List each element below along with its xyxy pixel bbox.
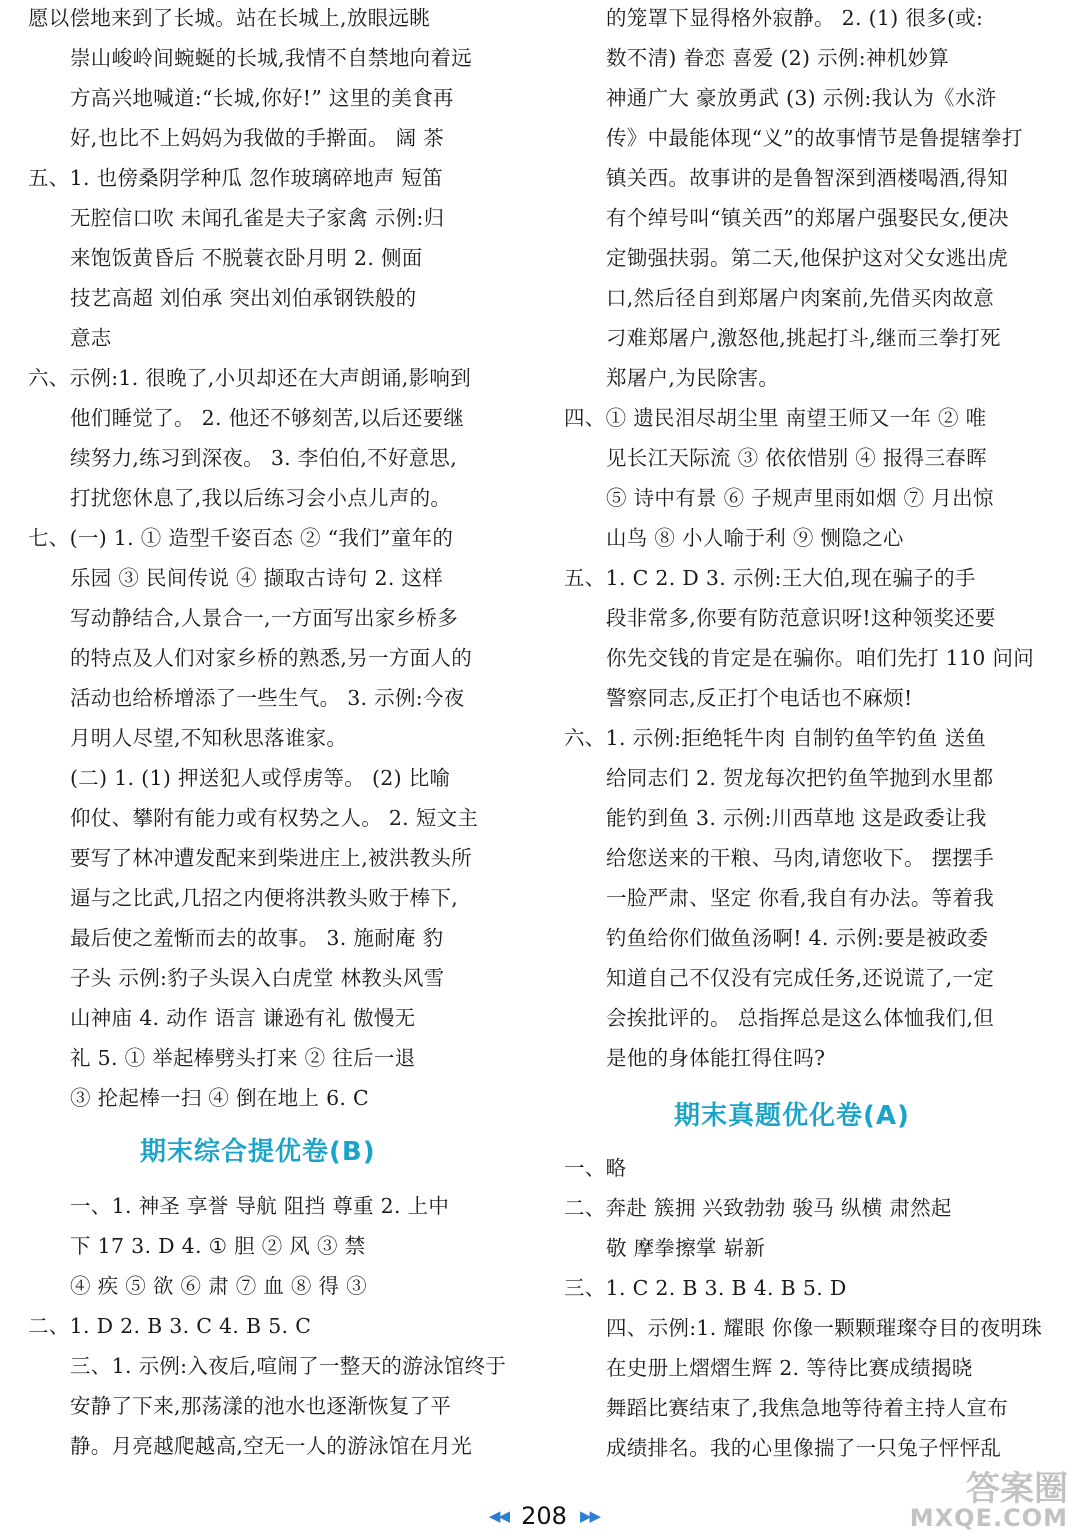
answer-line: 警察同志,反正打个电话也不麻烦! [606, 686, 913, 710]
answer-line: 钓鱼给你们做鱼汤啊! 4. 示例:要是被政委 [606, 926, 989, 950]
answer-line: 知道自己不仅没有完成任务,还说谎了,一定 [606, 966, 995, 990]
answer-line: 敬 摩拳擦掌 崭新 [606, 1236, 766, 1260]
answer-line: 三、1. 示例:入夜后,喧闹了一整天的游泳馆终于 [70, 1354, 507, 1378]
answer-line: 意志 [70, 326, 112, 350]
answer-line: 定锄强扶弱。第二天,他保护这对父女逃出虎 [606, 246, 1009, 270]
answer-line: 镇关西。故事讲的是鲁智深到酒楼喝酒,得知 [606, 166, 1009, 190]
prev-arrow-icon: ◀◀ [488, 1507, 508, 1525]
answer-line: 安静了下来,那荡漾的池水也逐渐恢复了平 [70, 1394, 452, 1418]
answer-line: 给同志们 2. 贺龙每次把钓鱼竿抛到水里都 [606, 766, 994, 790]
answer-line: 五、1. 也傍桑阴学种瓜 忽作玻璃碎地声 短笛 [28, 166, 444, 190]
answer-line: ③ 抡起棒一扫 ④ 倒在地上 6. C [70, 1086, 370, 1110]
answer-line: 你先交钱的肯定是在骗你。咱们先打 110 问问 [606, 646, 1035, 670]
answer-line: 最后使之羞惭而去的故事。 3. 施耐庵 豹 [70, 926, 444, 950]
answer-line: 崇山峻岭间蜿蜒的长城,我情不自禁地向着远 [70, 46, 473, 70]
answer-line: 他们睡觉了。 2. 他还不够刻苦,以后还要继 [70, 406, 465, 430]
answer-line: 静。月亮越爬越高,空无一人的游泳馆在月光 [70, 1434, 473, 1458]
answer-line: 山神庙 4. 动作 语言 谦逊有礼 傲慢无 [70, 1006, 416, 1030]
section-heading: 期末真题优化卷(A) [674, 1101, 910, 1131]
answer-line: 写动静结合,人景合一,一方面写出家乡桥多 [70, 606, 459, 630]
answer-line: 四、① 遗民泪尽胡尘里 南望王师又一年 ② 唯 [564, 406, 987, 430]
answer-line: 三、1. C 2. B 3. B 4. B 5. D [564, 1276, 847, 1300]
answer-line: 二、奔赴 簇拥 兴致勃勃 骏马 纵横 肃然起 [564, 1196, 952, 1220]
watermark-logo [909, 1469, 1068, 1532]
answer-line: 的笼罩下显得格外寂静。 2. (1) 很多(或: [606, 6, 984, 30]
answer-line: 四、示例:1. 耀眼 你像一颗颗璀璨夺目的夜明珠 [606, 1316, 1043, 1340]
answer-line: 能钓到鱼 3. 示例:川西草地 这是政委让我 [606, 806, 987, 830]
watermark-text: 答案圈 [966, 1469, 1068, 1509]
answer-line: 数不清) 眷恋 喜爱 (2) 示例:神机妙算 [606, 46, 950, 70]
answer-line: 乐园 ③ 民间传说 ④ 撷取古诗句 2. 这样 [70, 566, 444, 590]
answer-line: 刁难郑屠户,激怒他,挑起打斗,继而三拳打死 [606, 326, 1001, 350]
answer-line: 月明人尽望,不知秋思落谁家。 [70, 726, 348, 750]
answer-line: 会挨批评的。 总指挥总是这么体恤我们,但 [606, 1006, 995, 1030]
answer-line: 无腔信口吹 未闻孔雀是夫子家禽 示例:归 [70, 206, 445, 230]
answer-line: 一、1. 神圣 享誉 导航 阻挡 尊重 2. 上中 [70, 1194, 450, 1218]
answer-line: 六、示例:1. 很晚了,小贝却还在大声朗诵,影响到 [28, 366, 472, 390]
answer-line: 要写了林冲遭发配来到柴进庄上,被洪教头所 [70, 846, 473, 870]
answer-line: 一脸严肃、坚定 你看,我自有办法。等着我 [606, 886, 995, 910]
page-number: 208 [521, 1502, 567, 1530]
answer-line: 逼与之比武,几招之内便将洪教头败于棒下, [70, 886, 459, 910]
answer-line: 技艺高超 刘伯承 突出刘伯承钢铁般的 [70, 286, 417, 310]
answer-line: 山鸟 ⑧ 小人喻于利 ⑨ 恻隐之心 [606, 526, 904, 550]
answer-line: 打扰您休息了,我以后练习会小点儿声的。 [70, 486, 452, 510]
watermark-url: MXQE.COM [909, 1504, 1068, 1532]
answer-line: 五、1. C 2. D 3. 示例:王大伯,现在骗子的手 [564, 566, 976, 590]
answer-line: 二、1. D 2. B 3. C 4. B 5. C [28, 1314, 312, 1338]
answer-line: 一、略 [564, 1156, 627, 1180]
answer-line: ⑤ 诗中有景 ⑥ 子规声里雨如烟 ⑦ 月出惊 [606, 486, 994, 510]
answer-line: 礼 5. ① 举起棒劈头打来 ② 往后一退 [70, 1046, 416, 1070]
answer-line: 郑屠户,为民除害。 [606, 366, 780, 390]
next-arrow-icon: ▶▶ [580, 1507, 600, 1525]
answer-line: 在史册上熠熠生辉 2. 等待比赛成绩揭晓 [606, 1356, 973, 1380]
answer-line: 神通广大 豪放勇武 (3) 示例:我认为《水浒 [606, 86, 997, 110]
answer-line: 有个绰号叫“镇关西”的郑屠户强娶民女,便决 [606, 206, 1009, 230]
answer-line: 成绩排名。我的心里像揣了一只兔子怦怦乱 [606, 1436, 1002, 1460]
answer-line: 舞蹈比赛结束了,我焦急地等待着主持人宣布 [606, 1396, 1009, 1420]
answer-line: 口,然后径自到郑屠户肉案前,先借买肉故意 [606, 286, 995, 310]
answer-line: 仰仗、攀附有能力或有权势之人。 2. 短文主 [70, 806, 479, 830]
answer-line: 段非常多,你要有防范意识呀!这种领奖还要 [606, 606, 996, 630]
answer-line: 续努力,练习到深夜。 3. 李伯伯,不好意思, [70, 446, 458, 470]
answer-line: 的特点及人们对家乡桥的熟悉,另一方面人的 [70, 646, 473, 670]
answer-line: 七、(一) 1. ① 造型千姿百态 ② “我们”童年的 [28, 526, 454, 550]
answer-line: 是他的身体能扛得住吗? [606, 1046, 826, 1070]
answer-line: ④ 疾 ⑤ 欲 ⑥ 肃 ⑦ 血 ⑧ 得 ③ [70, 1274, 367, 1298]
answer-line: 来饱饭黄昏后 不脱蓑衣卧月明 2. 侧面 [70, 246, 423, 270]
answer-line: 愿以偿地来到了长城。站在长城上,放眼远眺 [28, 6, 431, 30]
answer-line: 方高兴地喊道:“长城,你好!” 这里的美食再 [70, 86, 454, 110]
answer-line: (二) 1. (1) 押送犯人或俘虏等。 (2) 比喻 [70, 766, 451, 790]
answer-line: 子头 示例:豹子头误入白虎堂 林教头风雪 [70, 966, 445, 990]
answer-line: 活动也给桥增添了一些生气。 3. 示例:今夜 [70, 686, 465, 710]
answer-line: 给您送来的干粮、马肉,请您收下。 摆摆手 [606, 846, 995, 870]
section-heading: 期末综合提优卷(B) [140, 1137, 376, 1167]
answer-line: 好,也比不上妈妈为我做的手擀面。 阔 茶 [70, 126, 445, 150]
answer-line: 见长江天际流 ③ 依依惜别 ④ 报得三春晖 [606, 446, 987, 470]
answer-line: 传》中最能体现“义”的故事情节是鲁提辖拳打 [606, 126, 1023, 150]
answer-line: 六、1. 示例:拒绝牦牛肉 自制钓鱼竿钓鱼 送鱼 [564, 726, 987, 750]
answer-line: 下 17 3. D 4. ① 胆 ② 风 ③ 禁 [70, 1234, 366, 1258]
